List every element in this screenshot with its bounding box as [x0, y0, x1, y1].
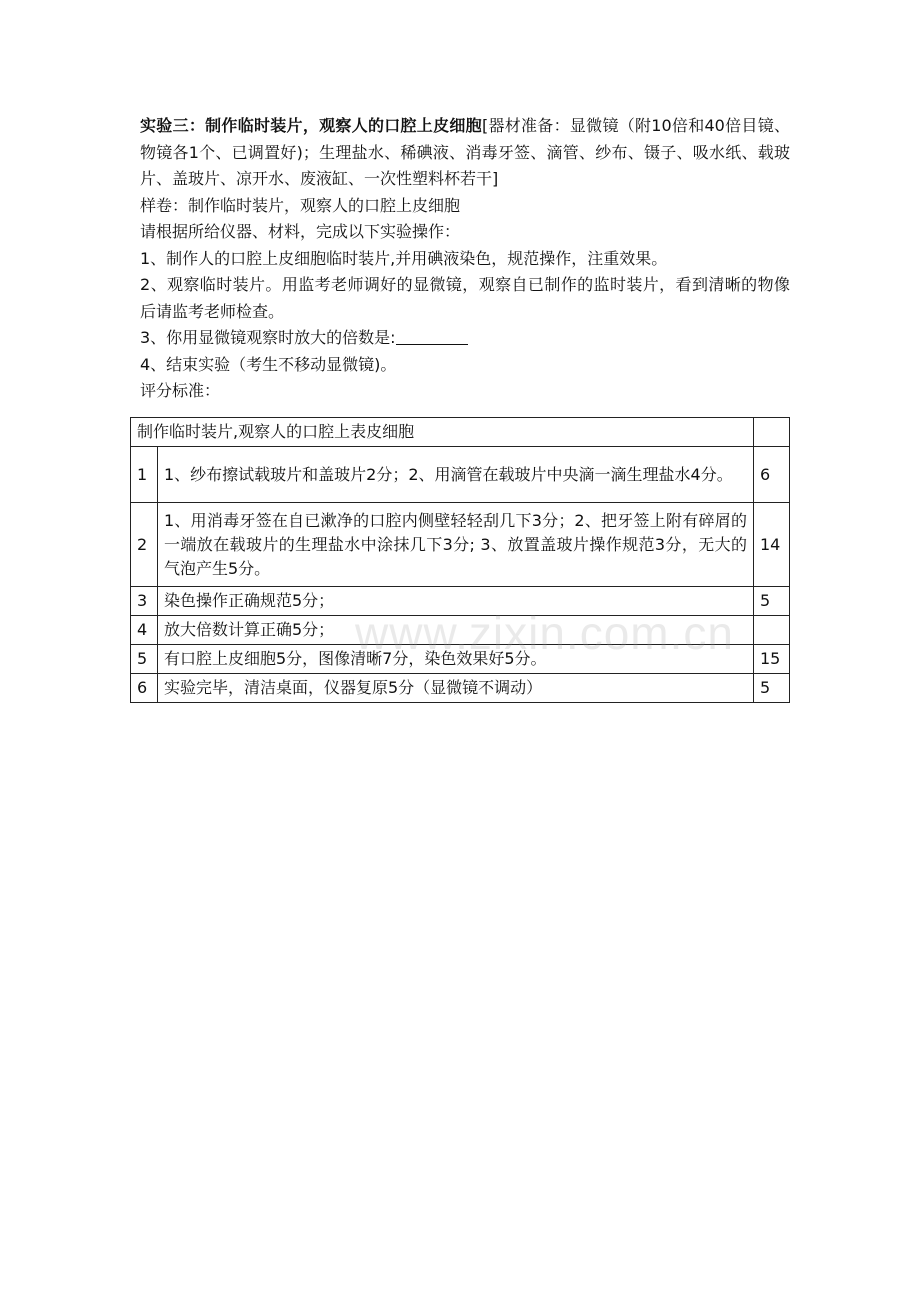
row-number: 6 [131, 674, 158, 703]
row-score [754, 616, 790, 645]
row-criteria: 1、用消毒牙签在自已漱净的口腔内侧壁轻轻刮几下3分；2、把牙签上附有碎屑的一端放在载玻片的生理盐水中涂抹几下3分; 3、放置盖玻片操作规范3分，无大的气泡产生5分。 [158, 503, 754, 587]
experiment-title: 实验三：制作临时装片，观察人的口腔上皮细胞 [140, 116, 482, 135]
step-3-paragraph [140, 325, 790, 352]
row-number: 3 [131, 587, 158, 616]
row-criteria: 1、纱布擦试载玻片和盖玻片2分；2、用滴管在载玻片中央滴一滴生理盐水4分。 [158, 447, 754, 503]
criteria-label: 评分标准： [140, 381, 221, 400]
table-row [131, 587, 790, 616]
row-criteria: 放大倍数计算正确5分； [158, 616, 754, 645]
step-1: 1、制作人的口腔上皮细胞临时装片,并用碘液染色，规范操作，注重效果。 [140, 248, 668, 268]
heading-paragraph [140, 113, 790, 193]
row-score: 14 [754, 503, 790, 587]
table-header-row [131, 418, 790, 447]
table-header-cell: 制作临时装片,观察人的口腔上表皮细胞 [131, 418, 754, 447]
row-score: 5 [754, 674, 790, 703]
table-header-score-cell [754, 418, 790, 447]
table-row [131, 674, 790, 703]
table-row [131, 616, 790, 645]
row-criteria: 有口腔上皮细胞5分，图像清晰7分，染色效果好5分。 [158, 645, 754, 674]
sample-line: 样卷：制作临时装片，观察人的口腔上皮细胞 [140, 195, 461, 215]
row-number: 2 [131, 503, 158, 587]
row-number: 5 [131, 645, 158, 674]
table-row [131, 645, 790, 674]
row-number: 4 [131, 616, 158, 645]
row-criteria: 染色操作正确规范5分； [158, 587, 754, 616]
materials-list: [器材准备：显微镜（附10倍和40倍目镜、物镜各1个、已调置好)；生理盐水、稀碘液、消毒牙签、滴管、纱布、镊子、吸水纸、载玻片、盖玻片、凉开水、废液缸、一次性塑料杯若干] [140, 116, 790, 188]
magnification-answer-blank[interactable] [396, 328, 468, 345]
step-4: 4、结束实验（考生不移动显微镜)。 [140, 354, 397, 374]
row-criteria: 实验完毕，清洁桌面，仪器复原5分（显微镜不调动） [158, 674, 754, 703]
row-score: 6 [754, 447, 790, 503]
row-number: 1 [131, 447, 158, 503]
watermark: www.zixin.com.cn [355, 607, 734, 659]
step-3: 3、你用显微镜观察时放大的倍数是: [140, 328, 396, 347]
row-score: 5 [754, 587, 790, 616]
scoring-table [130, 417, 790, 703]
instruction-line: 请根据所给仪器、材料，完成以下实验操作： [140, 222, 461, 241]
table-row [131, 447, 790, 503]
step-2: 2、观察临时装片。用监考老师调好的显微镜，观察自已制作的监时装片，看到清晰的物像后请监考老师检查。 [140, 275, 790, 321]
document-body [140, 113, 790, 405]
row-score: 15 [754, 645, 790, 674]
table-row [131, 503, 790, 587]
